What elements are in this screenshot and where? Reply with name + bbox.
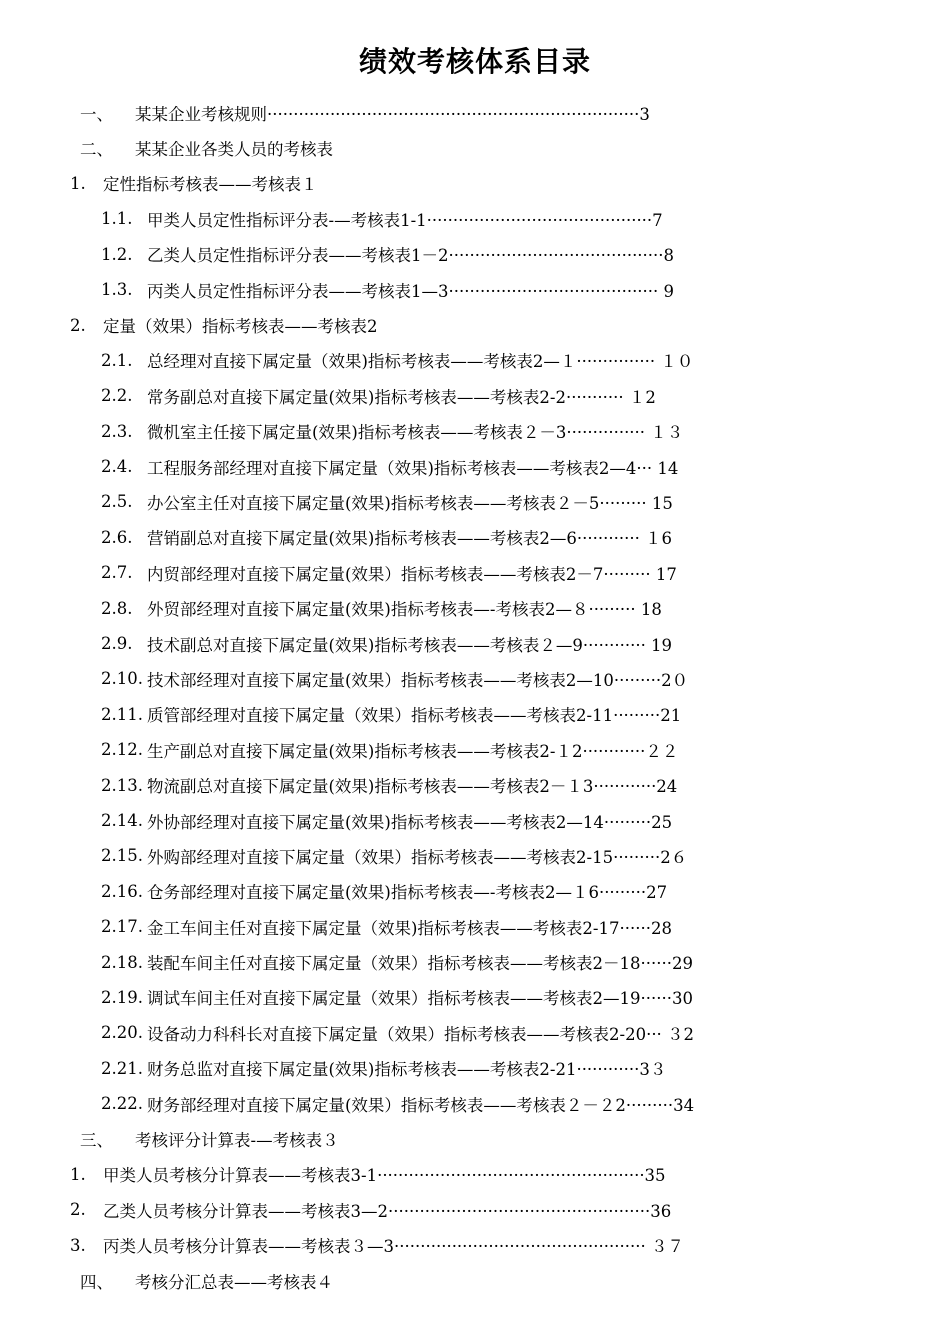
toc-entry[interactable] bbox=[0, 520, 950, 555]
toc-entry-number: 2.10. bbox=[101, 669, 143, 689]
toc-entry-text: 常务副总对直接下属定量(效果)指标考核表——考核表2-2··········· １2 bbox=[147, 387, 656, 407]
toc-entry-number: 2.20. bbox=[101, 1023, 143, 1043]
toc-entry-number: 2.17. bbox=[101, 917, 143, 937]
toc-entry[interactable] bbox=[0, 980, 950, 1015]
toc-entry-text: 财务总监对直接下属定量(效果)指标考核表——考核表2-21············3３ bbox=[147, 1060, 667, 1080]
toc-entry[interactable] bbox=[0, 166, 950, 201]
toc-entry[interactable] bbox=[0, 95, 950, 130]
toc-entry-text: 技术副总对直接下属定量(效果)指标考核表——考核表２—9············ 19 bbox=[147, 635, 673, 655]
toc-entry-number: 2.13. bbox=[101, 775, 143, 795]
toc-entry-number: 2.6. bbox=[101, 527, 133, 547]
toc-entry-text: 甲类人员定性指标评分表-—考核表1-1···········································7 bbox=[147, 210, 663, 230]
toc-entry[interactable] bbox=[0, 661, 950, 696]
toc-entry[interactable] bbox=[0, 1051, 950, 1086]
toc-entry[interactable] bbox=[0, 555, 950, 590]
toc-entry[interactable] bbox=[0, 1263, 950, 1298]
toc-entry-number: 3. bbox=[70, 1235, 86, 1255]
toc-entry[interactable] bbox=[0, 590, 950, 625]
toc-entry-number: 2.8. bbox=[101, 598, 133, 618]
toc-entry[interactable] bbox=[0, 944, 950, 979]
toc-entry[interactable] bbox=[0, 874, 950, 909]
toc-entry-text: 生产副总对直接下属定量(效果)指标考核表——考核表2-１2············２２ bbox=[147, 741, 679, 761]
toc-entry[interactable] bbox=[0, 697, 950, 732]
toc-entry-text: 丙类人员考核分计算表——考核表３—3················································ ３７ bbox=[103, 1237, 684, 1257]
toc-entry-number: 1. bbox=[70, 173, 86, 193]
toc-entry-text: 某某企业各类人员的考核表 bbox=[135, 140, 333, 160]
page-title: 绩效考核体系目录 bbox=[358, 45, 591, 78]
toc-entry[interactable] bbox=[0, 1228, 950, 1263]
toc-entry-text: 设备动力科科长对直接下属定量（效果）指标考核表——考核表2-20··· ３2 bbox=[147, 1024, 695, 1044]
toc-entry-text: 考核分汇总表——考核表４ bbox=[135, 1272, 333, 1292]
toc-entry-text: 财务部经理对直接下属定量(效果）指标考核表——考核表２－２2·········34 bbox=[147, 1095, 695, 1115]
toc-entry-text: 定性指标考核表——考核表１ bbox=[103, 175, 318, 195]
toc-entry-text: 外协部经理对直接下属定量(效果)指标考核表——考核表2—14·········25 bbox=[147, 812, 673, 832]
toc-entry-text: 丙类人员定性指标评分表——考核表1—3········································ 9 bbox=[147, 281, 675, 301]
toc-entry[interactable] bbox=[0, 1157, 950, 1192]
toc-entry[interactable] bbox=[0, 803, 950, 838]
toc-entry-number: 2.22. bbox=[101, 1094, 143, 1114]
toc-entry-text: 内贸部经理对直接下属定量(效果）指标考核表——考核表2－7········· 17 bbox=[147, 564, 677, 584]
toc-entry[interactable] bbox=[0, 626, 950, 661]
toc-entry-text: 金工车间主任对直接下属定量（效果)指标考核表——考核表2-17······28 bbox=[147, 918, 672, 938]
toc-entry-text: 乙类人员考核分计算表——考核表3—2··················································36 bbox=[103, 1201, 672, 1221]
toc-entry-number: 二、 bbox=[80, 140, 113, 160]
toc-entry-number: 2.12. bbox=[101, 740, 143, 760]
toc-entry-number: 1.1. bbox=[101, 209, 133, 229]
toc-entry-number: 2.21. bbox=[101, 1058, 143, 1078]
toc-entry-number: 2.15. bbox=[101, 846, 143, 866]
toc-entry-text: 营销副总对直接下属定量(效果)指标考核表——考核表2—6············ １6 bbox=[147, 529, 673, 549]
toc-entry[interactable] bbox=[0, 732, 950, 767]
toc-entry-number: 2.19. bbox=[101, 987, 143, 1007]
toc-entry-text: 办公室主任对直接下属定量(效果)指标考核表——考核表２－5········· 15 bbox=[147, 493, 673, 513]
toc-entry[interactable] bbox=[0, 343, 950, 378]
toc-entry[interactable] bbox=[0, 1015, 950, 1050]
toc-entry-text: 外购部经理对直接下属定量（效果）指标考核表——考核表2-15·········2６ bbox=[147, 847, 688, 867]
toc-entry-text: 技术部经理对直接下属定量(效果）指标考核表——考核表2—10·········2０ bbox=[147, 670, 689, 690]
toc-entry[interactable] bbox=[0, 838, 950, 873]
toc-entry-number: 1. bbox=[70, 1164, 86, 1184]
toc-entry[interactable] bbox=[0, 1192, 950, 1227]
toc-entry[interactable] bbox=[0, 449, 950, 484]
toc-entry-number: 2.18. bbox=[101, 952, 143, 972]
toc-entry-text: 定量（效果）指标考核表——考核表2 bbox=[103, 317, 378, 337]
toc-entry-number: 1.3. bbox=[101, 280, 133, 300]
toc-entry[interactable] bbox=[0, 414, 950, 449]
toc-entry-text: 工程服务部经理对直接下属定量（效果)指标考核表——考核表2—4··· 14 bbox=[147, 458, 679, 478]
toc-entry-number: 四、 bbox=[80, 1272, 113, 1292]
toc-entry-number: 2.5. bbox=[101, 492, 133, 512]
toc-entry-number: 2.4. bbox=[101, 457, 133, 477]
toc-entry-text: 物流副总对直接下属定量(效果)指标考核表——考核表2－１3············24 bbox=[147, 777, 678, 797]
toc-entry[interactable] bbox=[0, 237, 950, 272]
toc-entry-number: 2.14. bbox=[101, 811, 143, 830]
toc-entry-text: 调试车间主任对直接下属定量（效果）指标考核表——考核表2—19······30 bbox=[147, 989, 693, 1009]
toc-entry[interactable] bbox=[0, 484, 950, 519]
toc-entry[interactable] bbox=[0, 378, 950, 413]
toc-entry[interactable] bbox=[0, 909, 950, 944]
toc-entry-text: 装配车间主任对直接下属定量（效果）指标考核表——考核表2－18······29 bbox=[147, 954, 693, 974]
toc-entry-text: 乙类人员定性指标评分表——考核表1－2·········································8 bbox=[147, 246, 675, 266]
toc-entry-number: 2.11. bbox=[101, 704, 143, 724]
toc-entry[interactable] bbox=[0, 130, 950, 165]
toc-entry-number: 2. bbox=[70, 1200, 86, 1220]
toc-entry-number: 1.2. bbox=[101, 244, 133, 264]
toc-entry-number: 2.3. bbox=[101, 421, 133, 441]
toc-entry-number: 2.16. bbox=[101, 881, 143, 901]
toc-entry[interactable] bbox=[0, 272, 950, 307]
toc-entry-number: 2.9. bbox=[101, 634, 133, 654]
toc-entry-text: 质管部经理对直接下属定量（效果）指标考核表——考核表2-11·········21 bbox=[147, 706, 682, 726]
toc-entry[interactable] bbox=[0, 307, 950, 342]
toc-entry-text: 总经理对直接下属定量（效果)指标考核表——考核表2—１··············· １０ bbox=[147, 352, 694, 372]
toc-entry[interactable] bbox=[0, 1121, 950, 1156]
toc-entry-text: 外贸部经理对直接下属定量(效果)指标考核表—-考核表2—８········· 18 bbox=[147, 600, 662, 620]
toc-entry-text: 某某企业考核规则·······································································3 bbox=[135, 104, 650, 124]
toc-entry-number: 2.1. bbox=[101, 350, 133, 370]
toc-entry[interactable] bbox=[0, 767, 950, 802]
toc-entry-number: 一、 bbox=[80, 104, 113, 124]
toc-entry[interactable] bbox=[0, 1086, 950, 1121]
toc-entry-number: 2.2. bbox=[101, 386, 133, 406]
table-of-contents bbox=[0, 95, 950, 1298]
toc-entry[interactable] bbox=[0, 201, 950, 236]
toc-entry-text: 甲类人员考核分计算表——考核表3-1···················································35 bbox=[103, 1166, 666, 1186]
toc-entry-number: 2. bbox=[70, 315, 86, 335]
toc-entry-text: 仓务部经理对直接下属定量(效果)指标考核表—-考核表2—１6·········27 bbox=[147, 883, 668, 903]
toc-entry-text: 考核评分计算表-—考核表３ bbox=[135, 1131, 339, 1151]
toc-entry-text: 微机室主任接下属定量(效果)指标考核表——考核表２－3··············· １３ bbox=[147, 423, 684, 443]
toc-entry-number: 2.7. bbox=[101, 563, 133, 583]
toc-entry-number: 三、 bbox=[80, 1131, 113, 1151]
